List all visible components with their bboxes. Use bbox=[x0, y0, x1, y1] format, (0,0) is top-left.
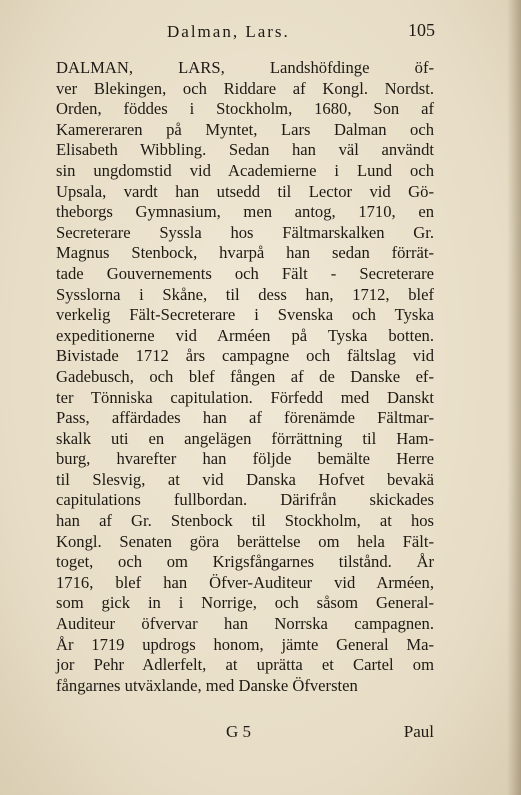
running-header bbox=[55, 18, 435, 46]
text-line: Kongl. Senaten göra berättelse om hela Fält- bbox=[56, 531, 434, 551]
text-line: jor Pehr Adlerfelt, at uprätta et Cartel om bbox=[56, 655, 434, 675]
catchword: Paul bbox=[403, 722, 434, 741]
text-line: Elisabeth Wibbling. Sedan han väl användt bbox=[56, 140, 434, 160]
page-footer bbox=[56, 722, 434, 744]
text-line: År 1719 updrogs honom, jämte General Ma- bbox=[56, 634, 434, 654]
page-number: 105 bbox=[408, 20, 435, 40]
text-line: fångarnes utväxlande, med Danske Öfversten bbox=[56, 675, 358, 695]
text-line: tade Gouvernements och Fält - Secreterare bbox=[56, 263, 434, 283]
page-edge-shadow bbox=[507, 0, 521, 795]
text-line: sin ungdomstid vid Academierne i Lund och bbox=[56, 160, 434, 180]
text-line: theborgs Gymnasium, men antog, 1710, en bbox=[56, 202, 434, 222]
text-line: ter Tönniska capitulation. Förfedd med Danskt bbox=[56, 387, 434, 407]
text-line: Upsala, vardt han utsedd til Lector vid Gö- bbox=[56, 181, 434, 201]
text-line: DALMAN, LARS, Landshöfdinge öf- bbox=[56, 58, 434, 77]
text-line: verkelig Fält-Secreterare i Svenska och Tyska bbox=[56, 305, 434, 325]
text-line: capitulations fullbordan. Därifrån skickades bbox=[56, 490, 434, 510]
text-line: Magnus Stenbock, hvarpå han sedan förrät- bbox=[56, 243, 434, 263]
text-line: til Slesvig, at vid Danska Hofvet bevakä bbox=[56, 469, 434, 489]
text-line: Pass, affärdades han af förenämde Fältmar- bbox=[56, 408, 434, 428]
text-line: Secreterare Syssla hos Fältmarskalken Gr. bbox=[56, 222, 434, 242]
text-line: skalk uti en angelägen förrättning til Ham- bbox=[56, 428, 434, 448]
running-title: Dalman, Lars. bbox=[167, 22, 290, 41]
text-line: 1716, blef han Öfver-Auditeur vid Arméen, bbox=[56, 572, 434, 592]
text-line: toget, och om Krigsfångarnes tilstånd. År bbox=[56, 552, 434, 572]
signature-mark: G 5 bbox=[226, 722, 252, 741]
body-text bbox=[56, 58, 434, 696]
text-line: Bivistade 1712 års campagne och fältslag vid bbox=[56, 346, 434, 366]
text-line: burg, hvarefter han följde bemälte Herre bbox=[56, 449, 434, 469]
text-line: Sysslorna i Skåne, til dess han, 1712, blef bbox=[56, 284, 434, 304]
text-line: som gick in i Norrige, och såsom General- bbox=[56, 593, 434, 613]
text-line: han af Gr. Stenbock til Stockholm, at hos bbox=[56, 511, 434, 531]
text-line: ver Blekingen, och Riddare af Kongl. Nordst. bbox=[56, 78, 434, 98]
text-line: Gadebusch, och blef fången af de Danske ef- bbox=[56, 366, 434, 386]
text-line: Orden, föddes i Stockholm, 1680, Son af bbox=[56, 99, 434, 119]
text-line: expeditionerne vid Arméen på Tyska botten. bbox=[56, 325, 434, 345]
text-line: Kamereraren på Myntet, Lars Dalman och bbox=[56, 119, 434, 139]
text-line: Auditeur öfvervar han Norrska campagnen. bbox=[56, 614, 434, 634]
